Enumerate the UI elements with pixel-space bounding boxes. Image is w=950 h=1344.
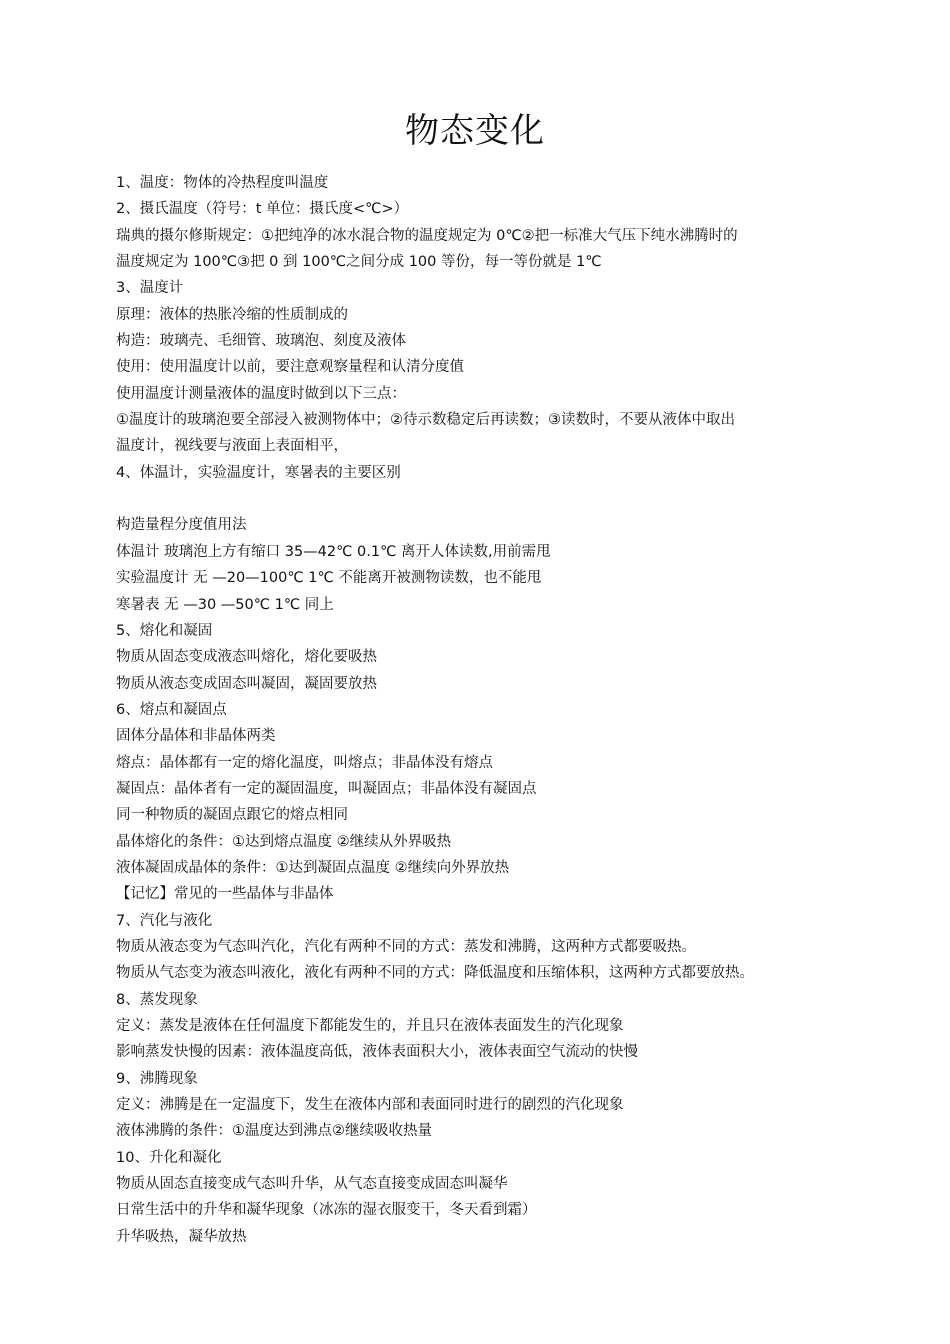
text-line: 影响蒸发快慢的因素：液体温度高低，液体表面积大小，液体表面空气流动的快慢 [116,1044,638,1061]
text-line: 物质从液态变成固态叫凝固，凝固要放热 [116,675,377,692]
text-line: 固体分晶体和非晶体两类 [116,728,276,745]
text-line: 瑞典的摄尔修斯规定：①把纯净的冰水混合物的温度规定为 0℃②把一标准大气压下纯水沸腾时的 [116,227,738,244]
text-line: 寒暑表 无 —30 —50℃ 1℃ 同上 [116,596,334,613]
text-line: ①温度计的玻璃泡要全部浸入被测物体中；②待示数稳定后再读数；③读数时，不要从液体中取出 [116,412,735,429]
text-line: 物质从固态变成液态叫熔化，熔化要吸热 [116,649,377,666]
text-line: 温度计，视线要与液面上表面相平， [116,438,348,455]
text-line: 实验温度计 无 —20—100℃ 1℃ 不能离开被测物读数，也不能甩 [116,570,542,587]
text-line: 10、升化和凝化 [116,1149,222,1166]
text-line: 液体凝固成晶体的条件：①达到凝固点温度 ②继续向外界放热 [116,859,510,876]
text-line: 使用：使用温度计以前，要注意观察量程和认清分度值 [116,359,464,376]
text-line: 原理：液体的热胀冷缩的性质制成的 [116,306,348,323]
page-title: 物态变化 [405,110,545,151]
text-line: 6、熔点和凝固点 [116,701,227,718]
text-line: 定义：蒸发是液体在任何温度下都能发生的，并且只在液体表面发生的汽化现象 [116,1018,624,1034]
text-line: 使用温度计测量液体的温度时做到以下三点： [116,385,406,402]
text-line: 晶体熔化的条件：①达到熔点温度 ②继续从外界吸热 [116,833,452,850]
text-line: 1、温度：物体的冷热程度叫温度 [116,175,329,191]
text-line: 4、体温计，实验温度计，寒暑表的主要区别 [116,464,401,481]
text-line: 2、摄氏温度（符号：t 单位：摄氏度<℃>） [116,201,409,218]
text-line: 构造：玻璃壳、毛细管、玻璃泡、刻度及液体 [116,333,406,350]
text-line: 物质从气态变为液态叫液化，液化有两种不同的方式：降低温度和压缩体积，这两种方式都要放热。 [116,965,754,982]
text-line: 体温计 玻璃泡上方有缩口 35—42℃ 0.1℃ 离开人体读数,用前需甩 [116,543,551,560]
text-line: 定义：沸腾是在一定温度下，发生在液体内部和表面同时进行的剧烈的汽化现象 [116,1097,624,1114]
text-line: 凝固点：晶体者有一定的凝固温度，叫凝固点；非晶体没有凝固点 [116,780,537,797]
text-line: 日常生活中的升华和凝华现象（冰冻的湿衣服变干，冬天看到霜） [116,1202,537,1219]
text-line: 【记忆】常见的一些晶体与非晶体 [116,886,334,903]
text-line: 5、熔化和凝固 [116,622,213,639]
text-line: 升华吸热，凝华放热 [116,1228,247,1245]
text-line: 温度规定为 100℃③把 0 到 100℃之间分成 100 等份，每一等份就是 1℃ [116,254,602,271]
text-line: 熔点：晶体都有一定的熔化温度，叫熔点；非晶体没有熔点 [116,754,493,771]
text-line: 物质从固态直接变成气态叫升华，从气态直接变成固态叫凝华 [116,1176,508,1193]
text-line: 液体沸腾的条件：①温度达到沸点②继续吸收热量 [116,1123,432,1140]
text-line: 9、沸腾现象 [116,1070,198,1087]
text-line: 8、蒸发现象 [116,991,198,1008]
text-line: 构造量程分度值用法 [116,517,247,534]
text-line: 3、温度计 [116,280,184,297]
blank-line [116,486,876,512]
text-line: 7、汽化与液化 [116,912,213,929]
text-line: 同一种物质的凝固点跟它的熔点相同 [116,807,348,824]
document-body [116,170,876,1250]
text-line: 物质从液态变为气态叫汽化，汽化有两种不同的方式：蒸发和沸腾，这两种方式都要吸热。 [116,938,696,955]
